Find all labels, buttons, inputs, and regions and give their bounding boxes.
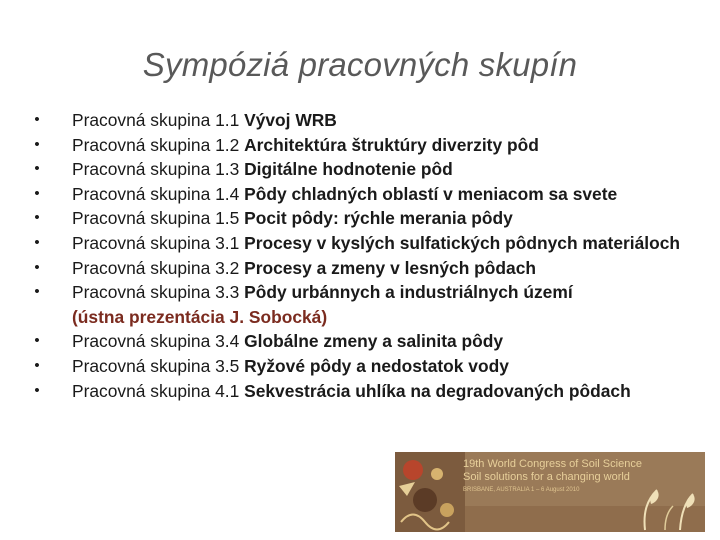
- bullet-icon: •: [34, 209, 40, 227]
- group-topic: Procesy a zmeny v lesných pôdach: [244, 257, 536, 278]
- group-number: Pracovná skupina 3.2: [72, 257, 245, 278]
- group-topic: Sekvestrácia uhlíka na degradovaných pôdach: [244, 380, 631, 401]
- list-item: [30, 280, 700, 329]
- list-item: [30, 108, 700, 133]
- group-topic: Pôdy chladných oblastí v meniacom sa svete: [244, 183, 618, 204]
- list-item: [30, 329, 700, 354]
- bullet-icon: •: [34, 233, 40, 251]
- banner-line-2: Soil solutions for a changing world: [463, 471, 630, 483]
- group-number: Pracovná skupina 1.5: [72, 208, 245, 229]
- group-topic: Digitálne hodnotenie pôd: [244, 159, 453, 180]
- group-topic: Procesy v kyslých sulfatických pôdnych materiáloch: [244, 232, 681, 253]
- group-number: Pracovná skupina 1.1: [72, 110, 245, 130]
- bullet-icon: •: [34, 332, 40, 350]
- banner-line-3: BRISBANE, AUSTRALIA 1 – 6 August 2010: [463, 487, 580, 493]
- group-number: Pracovná skupina 3.3: [72, 282, 245, 303]
- list-item: [30, 133, 700, 158]
- group-number: Pracovná skupina 1.3: [72, 159, 245, 180]
- bullet-icon: •: [34, 258, 40, 276]
- group-number: Pracovná skupina 4.1: [72, 380, 245, 401]
- banner-line-1: 19th World Congress of Soil Science: [463, 458, 642, 470]
- bullet-icon: •: [34, 184, 40, 202]
- group-number: Pracovná skupina 1.2: [72, 134, 245, 155]
- group-topic: Vývoj WRB: [244, 110, 337, 130]
- bullet-icon: •: [34, 381, 40, 399]
- group-number: Pracovná skupina 3.5: [72, 355, 245, 376]
- bullet-icon: •: [34, 111, 40, 128]
- list-item: [30, 354, 700, 379]
- bullet-icon: •: [34, 283, 40, 301]
- group-topic: Pôdy urbánnych a industriálnych území: [244, 282, 573, 303]
- bullet-icon: •: [34, 135, 40, 153]
- group-topic: Ryžové pôdy a nedostatok vody: [244, 355, 509, 376]
- slide-title: Sympóziá pracovných skupín: [142, 46, 578, 83]
- group-topic: Architektúra štruktúry diverzity pôd: [244, 134, 539, 155]
- group-number: Pracovná skupina 3.4: [72, 331, 245, 352]
- list-item: [30, 206, 700, 231]
- list-item: [30, 231, 700, 256]
- bullet-icon: •: [34, 356, 40, 374]
- list-item: [30, 379, 700, 404]
- congress-banner-image: [395, 452, 705, 532]
- working-groups-list: [30, 108, 700, 403]
- presentation-note: (ústna prezentácia J. Sobocká): [72, 306, 328, 327]
- list-item: [30, 182, 700, 207]
- group-topic: Globálne zmeny a salinita pôdy: [244, 331, 504, 352]
- bullet-icon: •: [34, 160, 40, 178]
- group-topic: Pocit pôdy: rýchle merania pôdy: [244, 208, 513, 229]
- list-item: [30, 256, 700, 281]
- congress-banner-text: [463, 458, 699, 497]
- group-number: Pracovná skupina 1.4: [72, 183, 245, 204]
- list-item: [30, 157, 700, 182]
- group-number: Pracovná skupina 3.1: [72, 232, 245, 253]
